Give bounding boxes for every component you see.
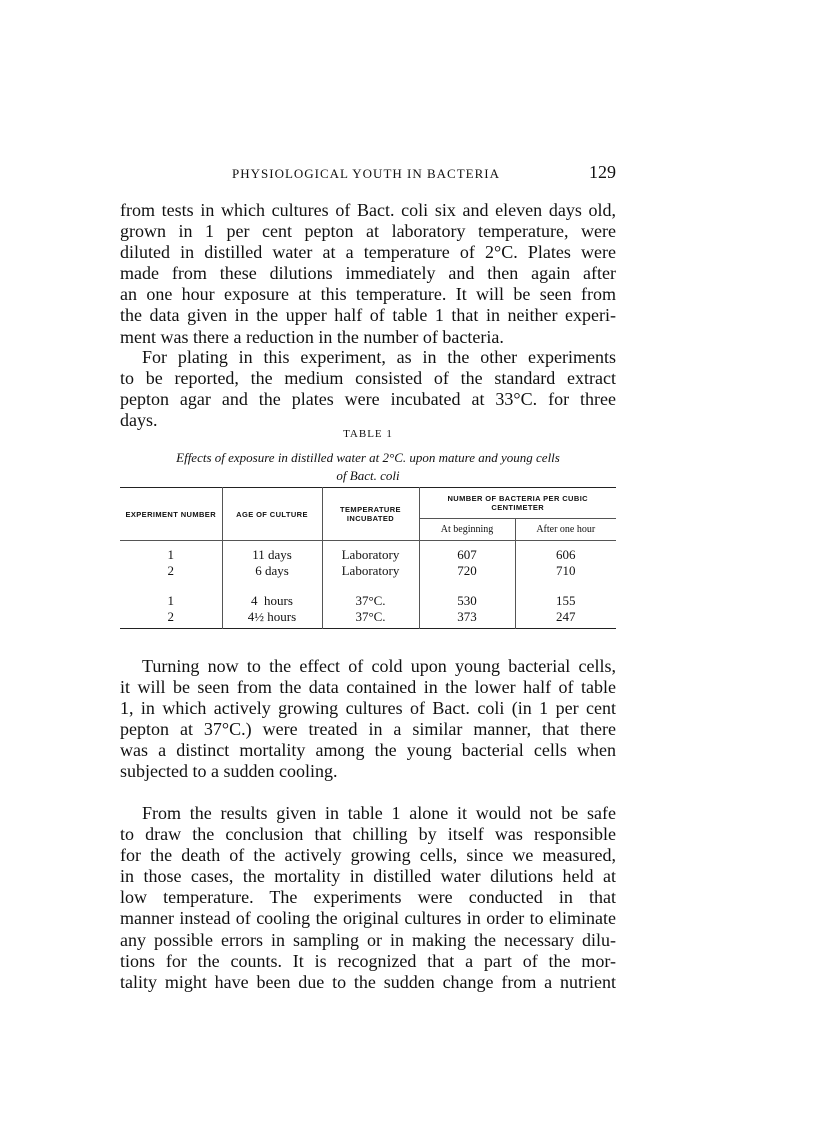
header-experiment-number: EXPERIMENT NUMBER [120, 488, 222, 541]
text-line: to draw the conclusion that chilling by itself was responsible [120, 824, 616, 845]
cell-age: 6 days [222, 563, 322, 579]
cell-temperature: 37°C. [322, 609, 419, 629]
text-line: any possible errors in sampling or in making the necessary dilu- [120, 929, 616, 950]
cell-at-beginning: 720 [419, 563, 515, 579]
cell-age: 4 hours [222, 593, 322, 609]
cell-after-one-hour: 606 [556, 547, 576, 562]
cell-after-one-hour: 155 [556, 593, 576, 608]
cell-at-beginning: 607 [419, 547, 515, 563]
cell-experiment: 2 [120, 563, 222, 579]
cell-after-one-hour: 247 [556, 609, 576, 624]
text-line: From the results given in table 1 alone it would not be safe [142, 803, 616, 823]
header-after-one-hour: After one hour [515, 519, 616, 541]
cell-experiment: 2 [120, 609, 222, 629]
table-row [120, 563, 616, 579]
text-line: an one hour exposure at this temperature. It will be seen from [120, 284, 616, 305]
text-line: subjected to a sudden cooling. [120, 761, 338, 782]
paragraph-3 [120, 656, 616, 783]
table-label: TABLE 1 [343, 428, 393, 440]
text-line: the data given in the upper half of table 1 that in neither experi- [120, 305, 616, 326]
table-row [120, 593, 616, 609]
table-caption [120, 449, 616, 485]
cell-temperature: 37°C. [322, 593, 419, 609]
cell-age: 11 days [222, 547, 322, 563]
table-caption-line: of Bact. coli [336, 468, 400, 483]
table-row [120, 609, 616, 629]
header-age-of-culture: AGE OF CULTURE [222, 488, 322, 541]
cell-experiment: 1 [120, 547, 222, 563]
header-number-of-bacteria: NUMBER OF BACTERIA PER CUBIC CENTIMETER [419, 488, 616, 519]
text-line: to be reported, the medium consisted of the standard extract [120, 368, 616, 389]
text-line: low temperature. The experiments were conducted in that [120, 887, 616, 908]
text-line: pepton agar and the plates were incubated at 33°C. for three [120, 389, 616, 410]
running-title: PHYSIOLOGICAL YOUTH IN BACTERIA [232, 166, 500, 181]
cell-experiment: 1 [120, 593, 222, 609]
page-number: 129 [589, 162, 616, 182]
header-at-beginning: At beginning [419, 519, 515, 541]
table-row [120, 547, 616, 563]
header-temperature-incubated: TEMPERATURE INCUBATED [322, 488, 419, 541]
text-line: tions for the counts. It is recognized that a part of the mor- [120, 950, 616, 971]
cell-at-beginning: 530 [419, 593, 515, 609]
text-line: 1, in which actively growing cultures of Bact. coli (in 1 per cent [120, 698, 616, 719]
text-line: pepton at 37°C.) were treated in a similar manner, that there [120, 719, 616, 740]
text-line: for the death of the actively growing cells, since we measured, [120, 845, 616, 866]
table-caption-line: Effects of exposure in distilled water at 2°C. upon mature and young cells [176, 450, 560, 465]
text-line: tality might have been due to the sudden change from a nutrient [120, 971, 616, 992]
text-line: made from these dilutions immediately and then again after [120, 263, 616, 284]
text-line: grown in 1 per cent pepton at laboratory temperature, were [120, 221, 616, 242]
page-header [120, 162, 616, 186]
cell-temperature: Laboratory [322, 547, 419, 563]
cell-temperature: Laboratory [322, 563, 419, 579]
paragraph-4 [120, 803, 616, 993]
text-line: For plating in this experiment, as in the other experiments [142, 347, 616, 367]
data-table [120, 487, 616, 629]
text-line: diluted in distilled water at a temperature of 2°C. Plates were [120, 242, 616, 263]
text-line: was a distinct mortality among the young bacterial cells when [120, 740, 616, 761]
text-line: from tests in which cultures of Bact. coli six and eleven days old, [120, 200, 616, 220]
text-line: manner instead of cooling the original cultures in order to eliminate [120, 908, 616, 929]
cell-after-one-hour: 710 [556, 563, 576, 578]
text-line: days. [120, 410, 158, 431]
paragraph-1 [120, 200, 616, 348]
text-line: in those cases, the mortality in distilled water dilutions held at [120, 866, 616, 887]
text-line: Turning now to the effect of cold upon young bacterial cells, [142, 656, 616, 676]
paragraph-2 [120, 347, 616, 431]
cell-age: 4½ hours [222, 609, 322, 629]
cell-at-beginning: 373 [419, 609, 515, 629]
text-line: ment was there a reduction in the number of bacteria. [120, 326, 504, 347]
text-line: it will be seen from the data contained in the lower half of table [120, 677, 616, 698]
